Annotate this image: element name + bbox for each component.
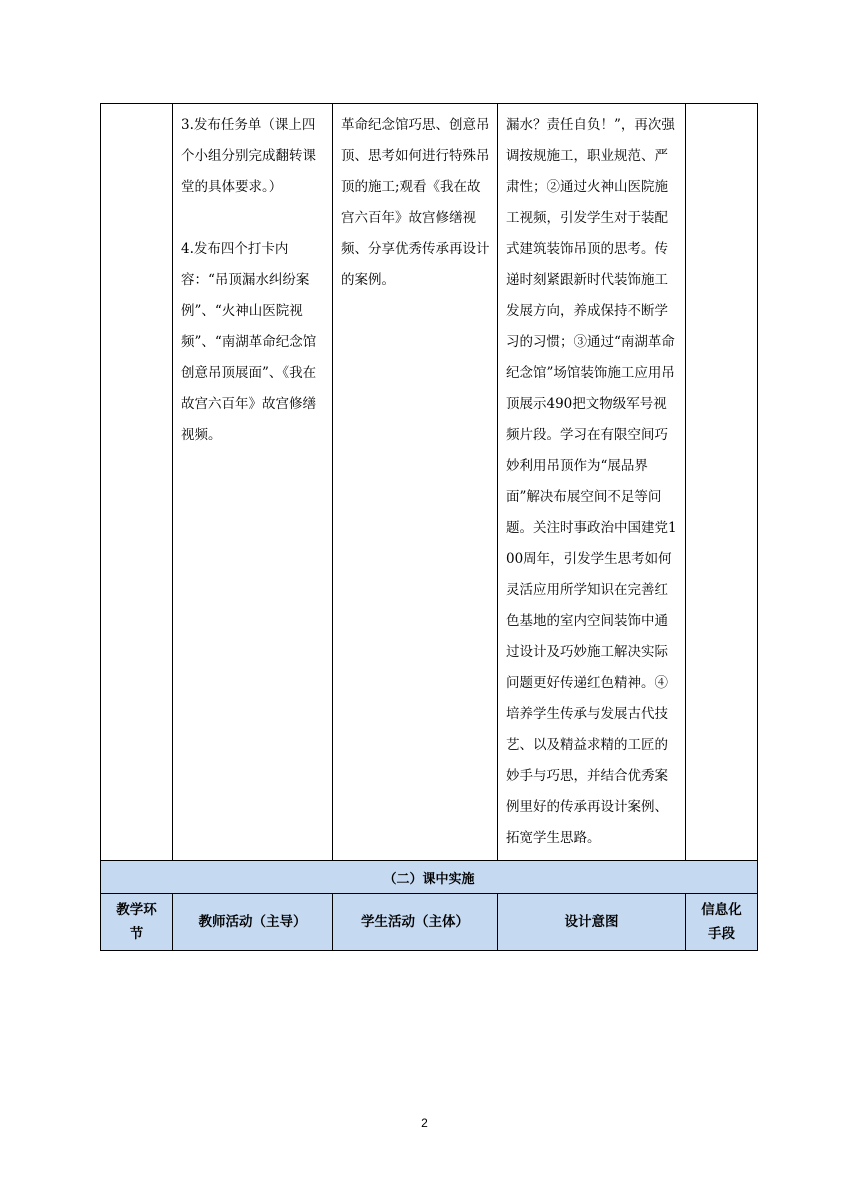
design-intent-text: 漏水？责任自负！”，再次强调按规施工，职业规范、严肃性；②通过火神山医院施工视频，引发学生对于装配式建筑装饰吊顶的思考。传递时刻紧跟新时代装饰施工发展方向，养成保持不断学习的习惯；③通过“南湖革命纪念馆”场馆装饰施工应用吊顶展示490把文物级军号视频片段。学习在有限空间巧妙利用吊顶作为“展品界面”解决布展空间不足等问题。关注时事政治中国建党100周年，引发学生思考如何灵活应用所学知识在完善红色基地的室内空间装饰中通过设计及巧妙施工解决实际问题更好传递红色精神。④培养学生传承与发展古代技艺、以及精益求精的工匠的妙手与巧思，并结合优秀案例里好的传承再设计案例、拓宽学生思路。	[506, 117, 677, 846]
header-row	[101, 894, 758, 951]
header-student-activity: 学生活动（主体）	[333, 894, 498, 951]
teacher-activity-cell	[173, 104, 333, 861]
header-it-means: 信息化手段	[686, 894, 758, 951]
teacher-activity-para-2: 4.发布四个打卡内容：“吊顶漏水纠纷案例”、“火神山医院视频”、“南湖革命纪念馆创意吊顶展面”、《我在故宫六百年》故宫修缮视频。	[181, 241, 317, 443]
teacher-activity-para-1: 3.发布任务单（课上四个小组分别完成翻转课堂的具体要求。）	[181, 117, 316, 195]
page-number: 2	[421, 1116, 428, 1130]
section-title: （二）课中实施	[101, 861, 758, 894]
content-row	[101, 104, 758, 861]
it-means-cell	[686, 104, 758, 861]
student-activity-text: 革命纪念馆巧思、创意吊顶、思考如何进行特殊吊顶的施工;观看《我在故宫六百年》故宫修缮视频、分享优秀传承再设计的案例。	[341, 117, 490, 288]
header-design-intent: 设计意图	[498, 894, 686, 951]
section-row	[101, 861, 758, 894]
stage-cell	[101, 104, 173, 861]
student-activity-cell	[333, 104, 498, 861]
header-teaching-stage: 教学环节	[101, 894, 173, 951]
header-teacher-activity: 教师活动（主导）	[173, 894, 333, 951]
lesson-plan-table	[100, 103, 758, 951]
design-intent-cell	[498, 104, 686, 861]
